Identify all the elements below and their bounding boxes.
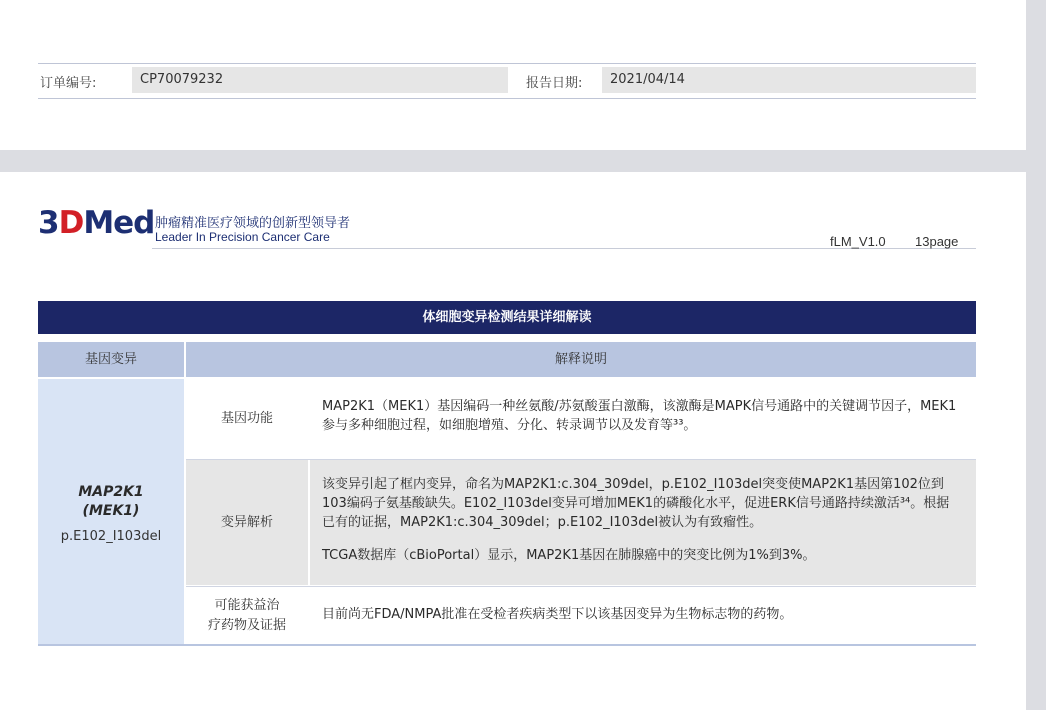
brand-logo <box>38 205 154 241</box>
brand-slogan-en: Leader In Precision Cancer Care <box>155 230 330 244</box>
gene-name <box>38 483 184 521</box>
report-page-main <box>0 172 1026 710</box>
gene-alias: (MEK1) <box>82 503 140 519</box>
gene-symbol: MAP2K1 <box>78 484 144 500</box>
row-text-gene-function: MAP2K1（MEK1）基因编码一种丝氨酸/苏氨酸蛋白激酶，该激酶是MAPK信号通路中的关键调节因子，MEK1参与多种细胞过程，如细胞增殖、分化、转录调节以及发育等³³。 <box>322 399 957 433</box>
header-explanation: 解释说明 <box>186 342 976 377</box>
logo-med-text: Med <box>83 205 155 241</box>
header-gene-variant: 基因变异 <box>38 342 184 377</box>
logo-3d-text: 3D <box>38 205 84 241</box>
table-header <box>38 342 976 377</box>
order-info-row <box>38 63 976 99</box>
document-code: fLM_V1.0 <box>830 234 886 249</box>
table-row-gene-function <box>186 379 976 458</box>
variant-analysis-text: 该变异引起了框内变异，命名为MAP2K1:c.304_309del，p.E102_I103del突变使MAP2K1基因第102位到103编码子氨基酸缺失。E102_I103del变异可增加MEK1的磷酸化水平，促进ERK信号通路持续激活³⁴。根据已有的证据，MAP2K1:c.304_309del；p.E102_I103del被认为有致瘤性。 <box>322 477 950 530</box>
table-bottom-rule <box>38 644 976 646</box>
tcga-frequency-text: TCGA数据库（cBioPortal）显示，MAP2K1基因在肺腺癌中的突变比例为1%到3%。 <box>322 548 816 563</box>
page-number: 13page <box>915 234 959 249</box>
row-label-variant-analysis: 变异解析 <box>186 460 308 585</box>
gene-variant-cell <box>38 379 184 644</box>
brand-slogan-cn: 肿瘤精准医疗领域的创新型领导者 <box>155 216 351 231</box>
order-number-value: CP70079232 <box>132 67 508 93</box>
table-body <box>38 379 976 644</box>
table-title: 体细胞变异检测结果详细解读 <box>38 301 976 334</box>
table-row-variant-analysis <box>186 460 976 585</box>
row-content-variant-analysis <box>310 460 976 585</box>
row-label-line-2: 疗药物及证据 <box>207 617 286 633</box>
logo-d-letter: D <box>58 205 84 241</box>
order-number-label: 订单编号: <box>40 76 97 91</box>
row-label-therapy-evidence <box>186 587 308 644</box>
row-text-therapy-evidence: 目前尚无FDA/NMPA批准在受检者疾病类型下以该基因变异为生物标志物的药物。 <box>322 607 793 622</box>
row-label-gene-function: 基因功能 <box>220 410 273 426</box>
report-date-label: 报告日期: <box>526 76 583 91</box>
report-date-value: 2021/04/14 <box>602 67 976 93</box>
report-page-top <box>0 0 1026 150</box>
protein-change: p.E102_I103del <box>60 529 162 544</box>
table-row-therapy-evidence <box>186 587 976 644</box>
row-label-line-1: 可能获益治 <box>214 597 280 613</box>
